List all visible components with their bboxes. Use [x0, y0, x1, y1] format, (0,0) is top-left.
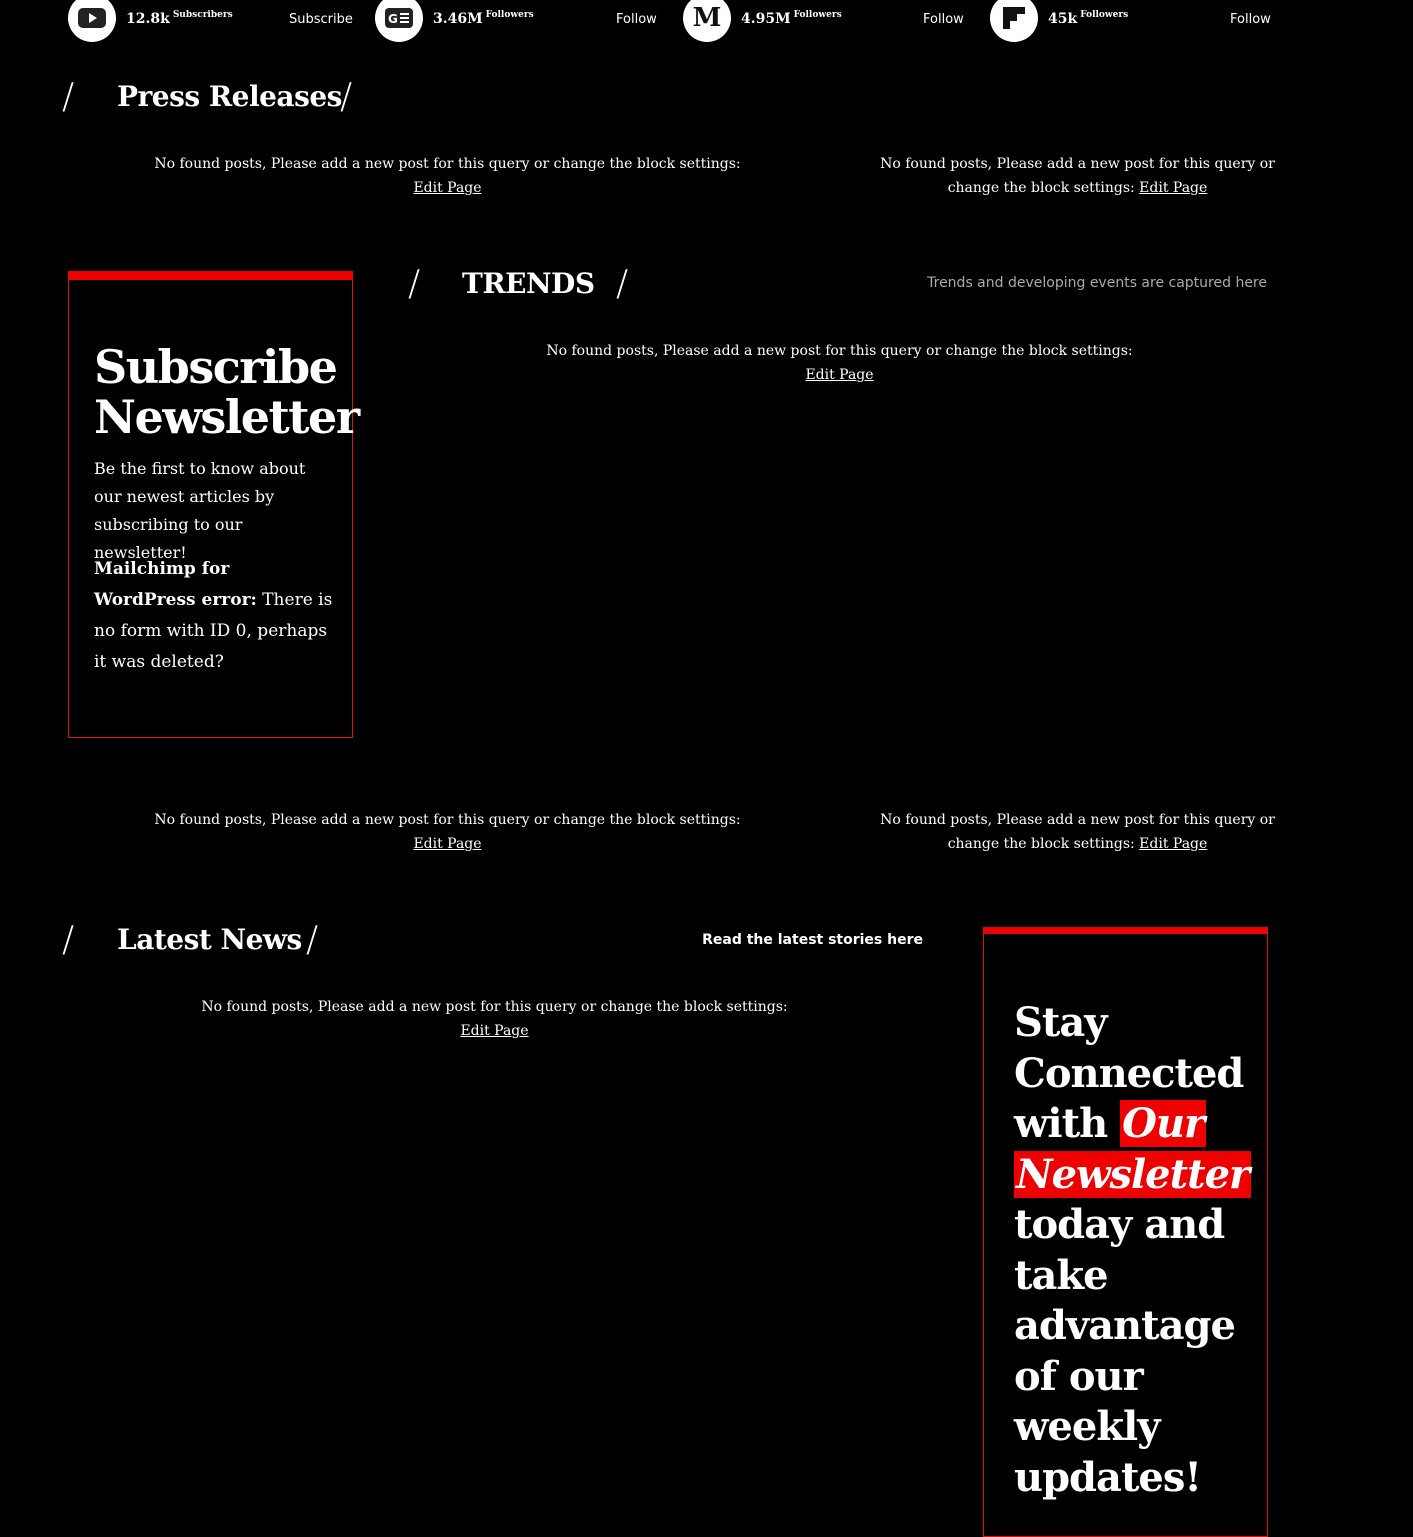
social-unit: Followers: [793, 10, 842, 20]
newsletter-highlight: Newsletter: [1016, 1150, 1250, 1198]
medium-icon: M: [683, 0, 731, 42]
newsletter-highlight: Our: [1122, 1100, 1205, 1147]
follow-button[interactable]: Follow: [616, 12, 657, 27]
heading-slash: /: [340, 76, 353, 117]
press-releases-heading: Press Releases: [117, 80, 342, 113]
edit-page-link[interactable]: Edit Page: [460, 1023, 529, 1039]
stay-line: today and: [1014, 1201, 1225, 1248]
stay-line: updates!: [1014, 1453, 1201, 1501]
latest-news-subtitle: Read the latest stories here: [702, 932, 923, 948]
no-posts-notice: [140, 808, 755, 856]
social-unit: Followers: [485, 10, 534, 20]
follow-button[interactable]: Follow: [1230, 12, 1271, 27]
stay-line: take: [1014, 1251, 1108, 1299]
trends-subtitle: Trends and developing events are captured here: [927, 275, 1267, 291]
trends-heading: TRENDS: [462, 267, 595, 300]
no-posts-notice: [880, 152, 1275, 200]
notice-text: No found posts, Please add a new post for this query or change the block settings:: [154, 812, 741, 828]
stay-connected-text: [1014, 998, 1254, 1503]
stay-line: advantage: [1014, 1302, 1235, 1349]
newsletter-title: [94, 342, 359, 442]
stay-line: [1014, 1150, 1254, 1201]
stay-connected-box: [983, 927, 1268, 1537]
stay-line: Stay: [1014, 999, 1107, 1046]
stay-line: Connected: [1014, 1049, 1244, 1097]
error-text: There is no form with ID 0, perhaps it was deleted?: [94, 590, 333, 672]
latest-news-heading: Latest News: [117, 923, 302, 956]
social-unit: Followers: [1080, 10, 1129, 20]
social-count: 45k: [1048, 11, 1078, 27]
social-google-news[interactable]: [375, 0, 534, 44]
social-flipboard[interactable]: [990, 0, 1128, 44]
mailchimp-error: [94, 554, 334, 678]
notice-text: change the block settings:: [947, 836, 1140, 852]
subscribe-button[interactable]: Subscribe: [289, 12, 353, 27]
stay-prefix: with: [1014, 1100, 1121, 1147]
heading-slash: /: [62, 919, 75, 960]
notice-text: No found posts, Please add a new post for this query or: [880, 812, 1275, 828]
newsletter-title-line: Newsletter: [94, 390, 359, 444]
social-count: 4.95M: [741, 11, 791, 27]
flipboard-icon: [990, 0, 1038, 42]
social-count: 3.46M: [433, 11, 483, 27]
heading-slash: /: [306, 919, 319, 960]
error-label: Mailchimp for WordPress error:: [94, 559, 257, 610]
no-posts-notice: [532, 339, 1147, 387]
accent-bar: [983, 927, 1268, 934]
notice-text: change the block settings:: [947, 180, 1140, 196]
youtube-icon: [68, 0, 116, 42]
no-posts-notice: [187, 995, 802, 1043]
accent-bar: [68, 271, 353, 280]
stay-line: [1014, 1099, 1254, 1150]
edit-page-link[interactable]: Edit Page: [413, 180, 482, 196]
subscribe-newsletter-box: [68, 271, 359, 738]
heading-slash: /: [616, 263, 629, 304]
edit-page-link[interactable]: Edit Page: [413, 836, 482, 852]
follow-button[interactable]: Follow: [923, 12, 964, 27]
edit-page-link[interactable]: Edit Page: [805, 367, 874, 383]
newsletter-title-line: Subscribe: [94, 340, 337, 394]
social-count: 12.8k: [126, 11, 170, 27]
edit-page-link[interactable]: Edit Page: [1139, 180, 1208, 196]
heading-slash: /: [408, 263, 421, 304]
newsletter-description: Be the first to know about our newest articles by subscribing to our newsletter!: [94, 459, 306, 562]
no-posts-notice: [140, 152, 755, 200]
google-news-icon: [375, 0, 423, 42]
no-posts-notice: [880, 808, 1275, 856]
notice-text: No found posts, Please add a new post for this query or: [880, 156, 1275, 172]
notice-text: No found posts, Please add a new post for this query or change the block settings:: [154, 156, 741, 172]
notice-text: No found posts, Please add a new post for this query or change the block settings:: [201, 999, 788, 1015]
social-youtube[interactable]: [68, 0, 233, 44]
edit-page-link[interactable]: Edit Page: [1139, 836, 1208, 852]
social-medium[interactable]: [683, 0, 842, 44]
stay-line: weekly: [1014, 1403, 1160, 1450]
notice-text: No found posts, Please add a new post for this query or change the block settings:: [546, 343, 1133, 359]
svg-text:G: G: [388, 12, 398, 26]
social-unit: Subscribers: [172, 10, 233, 20]
stay-line: of our: [1014, 1352, 1143, 1400]
heading-slash: /: [62, 76, 75, 117]
